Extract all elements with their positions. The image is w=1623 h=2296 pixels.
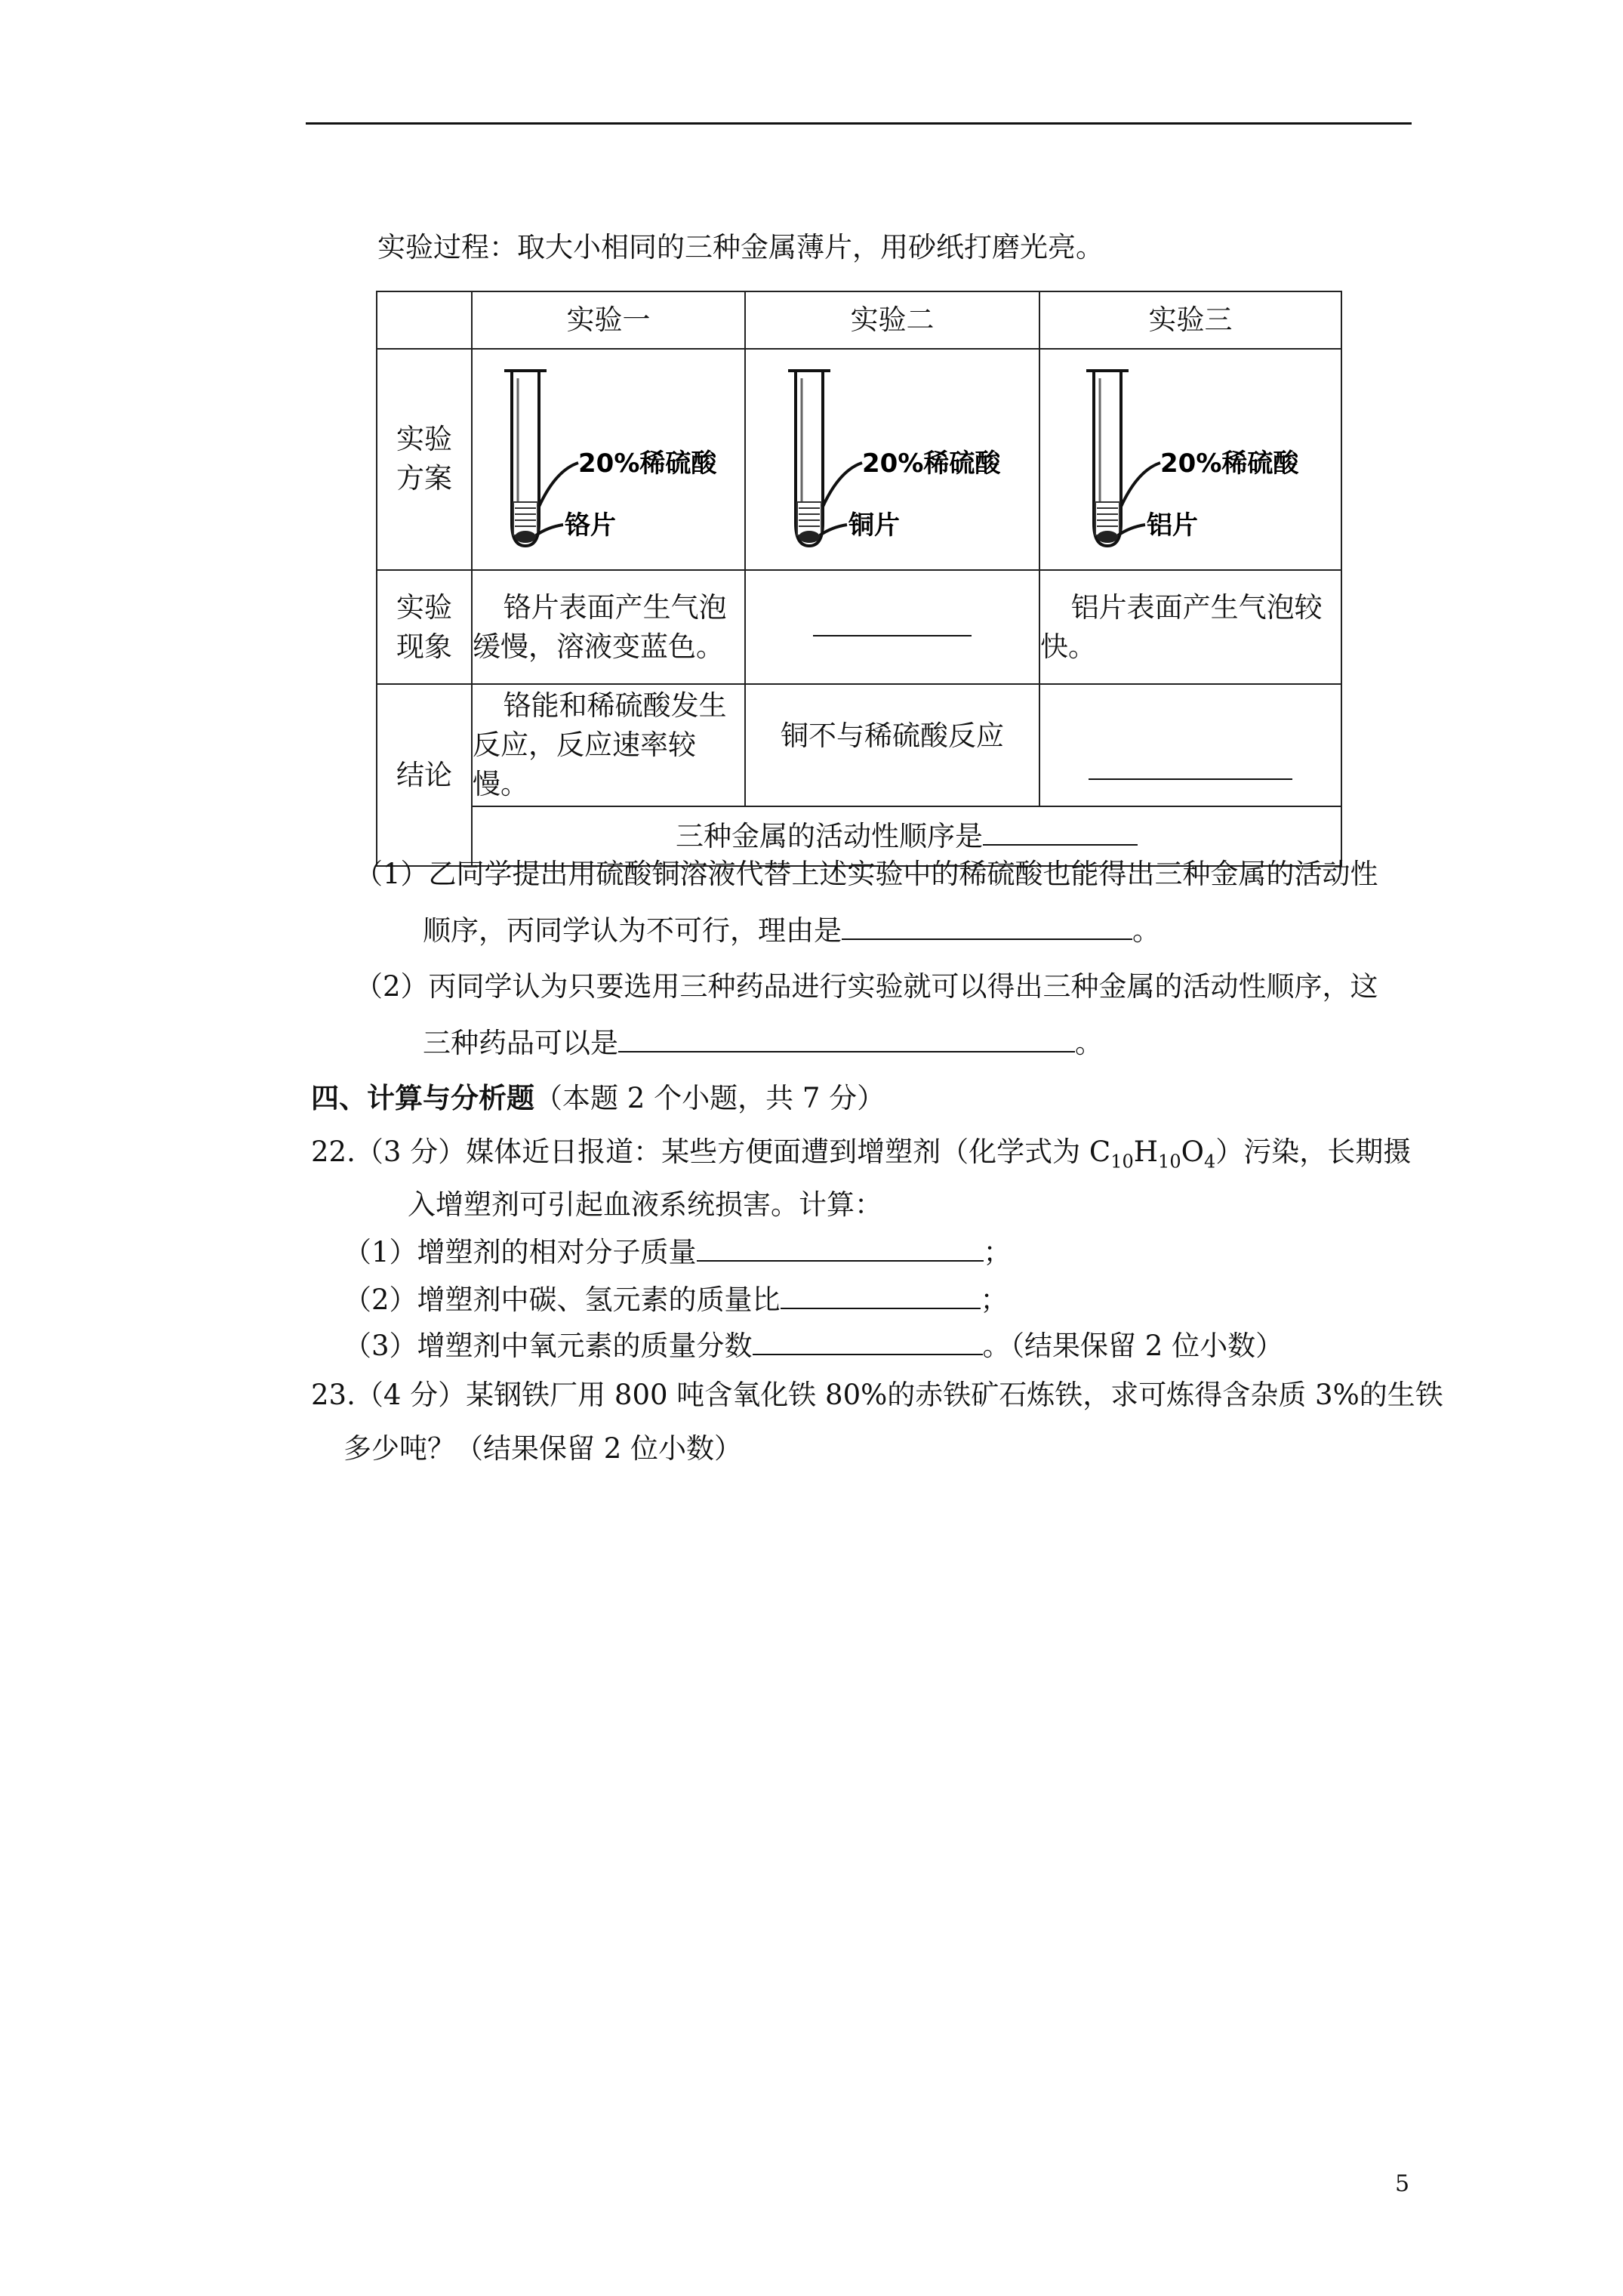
q2-line2: 三种药品可以是 。 — [423, 1024, 1103, 1063]
q23-line2: 多少吨？（结果保留 2 位小数） — [343, 1432, 743, 1465]
intro-text: 实验过程：取大小相同的三种金属薄片，用砂纸打磨光亮。 — [377, 231, 1104, 264]
q2-line1: （2）丙同学认为只要选用三种药品进行实验就可以得出三种金属的活动性顺序，这 — [355, 970, 1378, 1003]
header-exp3: 实验三 — [1039, 291, 1341, 349]
plan-row — [377, 349, 1341, 570]
tube-cell-3 — [1039, 349, 1341, 570]
answer-blank[interactable] — [813, 608, 972, 636]
phenomenon-row-label: 实验 现象 — [377, 570, 472, 685]
answer-blank[interactable] — [697, 1233, 984, 1262]
test-tube-icon — [764, 357, 1021, 561]
section4-heading: 四、计算与分析题（本题 2 个小题，共 7 分） — [311, 1081, 885, 1114]
metal-label: 铝片 — [1147, 510, 1198, 541]
tube-cell-1 — [472, 349, 745, 570]
order-text: 三种金属的活动性顺序是 — [676, 819, 983, 852]
table-header-row — [377, 291, 1341, 349]
phenomenon-exp2 — [745, 570, 1039, 685]
plan-row-label: 实验 方案 — [377, 349, 472, 570]
chemical-formula: $C_{10}H_{10}O_4$ — [1089, 1136, 1216, 1173]
answer-blank[interactable] — [842, 911, 1132, 940]
phenomenon-exp1: 铬片表面产生气泡缓慢，溶液变蓝色。 — [472, 570, 745, 685]
tube-cell-2 — [745, 349, 1039, 570]
header-exp2: 实验二 — [745, 291, 1039, 349]
answer-blank[interactable] — [1089, 751, 1292, 780]
acid-label: 20%稀硫酸 — [862, 448, 1001, 479]
q22-line1: 22.（3 分）媒体近日报道：某些方便面遭到增塑剂（化学式为 $C_{10}H_{10}O_4$）污染，长期摄 — [311, 1136, 1412, 1173]
conclusion-exp3 — [1039, 684, 1341, 806]
q22-line2: 入增塑剂可引起血液系统损害。计算： — [408, 1188, 882, 1221]
metal-label: 铜片 — [848, 510, 900, 541]
answer-blank[interactable] — [983, 817, 1138, 846]
header-exp1: 实验一 — [472, 291, 745, 349]
test-tube-icon — [480, 357, 737, 561]
page-number: 5 — [1395, 2171, 1410, 2197]
header-rule — [306, 122, 1412, 125]
phenomenon-row — [377, 570, 1341, 685]
conclusion-exp2: 铜不与稀硫酸反应 — [745, 684, 1039, 806]
q1-line2: 顺序，丙同学认为不可行，理由是 。 — [423, 911, 1160, 951]
empty-corner-cell — [377, 291, 472, 349]
acid-label: 20%稀硫酸 — [578, 448, 717, 479]
q22-sub2: （2）增塑剂中碳、氢元素的质量比 ； — [343, 1281, 1009, 1320]
answer-blank[interactable] — [618, 1024, 1075, 1052]
conclusion-row — [377, 684, 1341, 806]
acid-label: 20%稀硫酸 — [1160, 448, 1299, 479]
conclusion-row-label: 结论 — [377, 684, 472, 866]
experiment-table — [376, 291, 1342, 867]
answer-blank[interactable] — [781, 1281, 981, 1309]
metal-label: 铬片 — [565, 510, 616, 541]
q1-line1: （1）乙同学提出用硫酸铜溶液代替上述实验中的稀硫酸也能得出三种金属的活动性 — [355, 858, 1378, 890]
conclusion-exp1: 铬能和稀硫酸发生反应，反应速率较慢。 — [472, 684, 745, 806]
q22-sub1: （1）增塑剂的相对分子质量 ； — [343, 1233, 1012, 1272]
phenomenon-exp3: 铝片表面产生气泡较快。 — [1039, 570, 1341, 685]
answer-blank[interactable] — [753, 1327, 983, 1355]
test-tube-icon — [1062, 357, 1319, 561]
q23-line1: 23.（4 分）某钢铁厂用 800 吨含氧化铁 80%的赤铁矿石炼铁，求可炼得含杂质 3%的生铁 — [311, 1379, 1443, 1411]
q22-sub3: （3）增塑剂中氧元素的质量分数 。（结果保留 2 位小数） — [343, 1327, 1283, 1366]
